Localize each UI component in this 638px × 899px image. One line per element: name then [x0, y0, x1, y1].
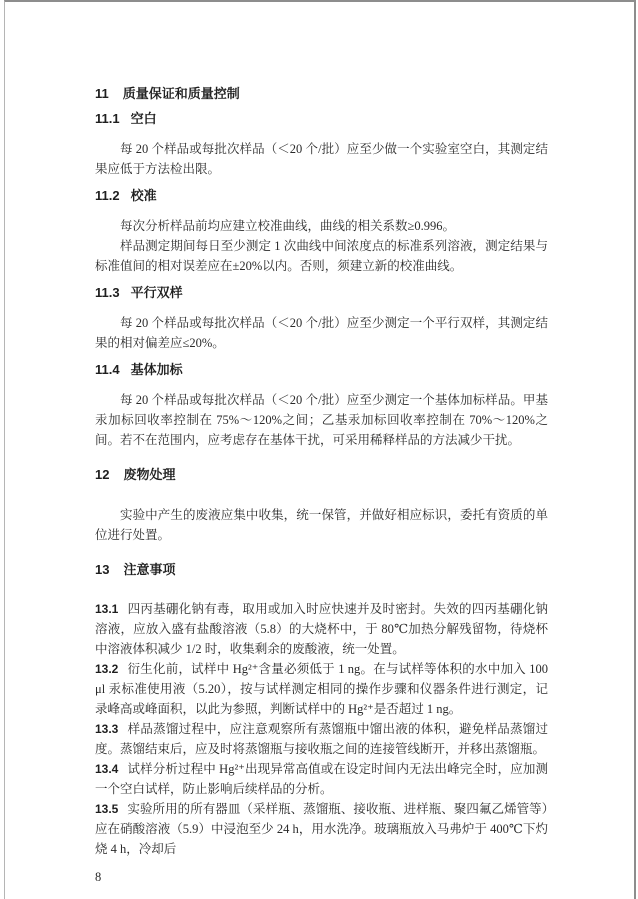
- clause-13-2: [95, 659, 548, 719]
- subsection-heading-11-3: [95, 285, 548, 301]
- clause-number: 13.3: [95, 722, 119, 736]
- subsection-number: 11.4: [95, 362, 120, 377]
- paragraph: 每次分析样品前均应建立校准曲线，曲线的相关系数≥0.996。: [120, 219, 455, 233]
- clause-number: 13.2: [95, 662, 119, 676]
- subsection-heading-11-4: [95, 362, 548, 378]
- subsection-title: 基体加标: [130, 362, 183, 377]
- paragraph: 每 20 个样品或每批次样品（＜20 个/批）应至少测定一个平行双样，其测定结果的相对偏差应≤20%。: [95, 316, 548, 350]
- subsection-title: 校准: [130, 188, 157, 203]
- section-heading-12: [95, 467, 548, 483]
- paragraph: 每 20 个样品或每批次样品（＜20 个/批）应至少测定一个基体加标样品。甲基汞加标回收率控制在 75%～120%之间；乙基汞加标回收率控制在 70%～120%之间。若不在范围内，应考虑存在基体干扰，可采用稀释样品的方法减少干扰。: [95, 393, 548, 447]
- subsection-heading-11-1: [95, 111, 548, 127]
- subsection-title: 平行双样: [130, 285, 183, 300]
- subsection-title: 空白: [130, 111, 157, 126]
- clause-13-3: [95, 719, 548, 759]
- clause-13-4: [95, 759, 548, 799]
- clause-number: 13.4: [95, 762, 119, 776]
- section-number: 13: [95, 562, 110, 577]
- paragraph: 每 20 个样品或每批次样品（＜20 个/批）应至少做一个实验室空白，其测定结果应低于方法检出限。: [95, 142, 548, 176]
- subsection-number: 11.1: [95, 111, 120, 126]
- document-page: [4, 0, 636, 899]
- clause-text: 实验所用的所有器皿（采样瓶、蒸馏瓶、接收瓶、进样瓶、聚四氟乙烯管等）应在硝酸溶液（5.9）中浸泡至少 24 h，用水洗净。玻璃瓶放入马弗炉于 400℃下灼烧 4 h，冷却后: [95, 802, 548, 856]
- clause-text: 四丙基硼化钠有毒，取用或加入时应快速并及时密封。失效的四丙基硼化钠溶液，应放入盛有盐酸溶液（5.8）的大烧杯中，于 80℃加热分解残留物，待烧杯中溶液体积减少 1/2 时，收集剩余的废酸液，统一处置。: [95, 602, 548, 656]
- section-heading-13: [95, 562, 548, 578]
- page-number: 8: [95, 870, 102, 884]
- section-number: 12: [95, 467, 110, 482]
- subsection-number: 11.3: [95, 285, 120, 300]
- section-title: 注意事项: [123, 562, 176, 577]
- clause-number: 13.1: [95, 602, 119, 616]
- section-title: 废物处理: [123, 467, 176, 482]
- clause-text: 衍生化前，试样中 Hg²⁺含量必须低于 1 ng。在与试样等体积的水中加入 100 μl 汞标准使用液（5.20），按与试样测定相同的操作步骤和仪器条件进行测定，记录峰高或峰面积，以此为参照，判断试样中的 Hg²⁺是否超过 1 ng。: [95, 662, 548, 716]
- paragraph: 样品测定期间每日至少测定 1 次曲线中间浓度点的标准系列溶液，测定结果与标准值间的相对误差应在±20%以内。否则，须建立新的校准曲线。: [95, 239, 548, 273]
- section-title: 质量保证和质量控制: [122, 86, 240, 101]
- clause-text: 试样分析过程中 Hg²⁺出现异常高值或在设定时间内无法出峰完全时，应加测一个空白试样，防止影响后续样品的分析。: [95, 762, 548, 796]
- section-heading-11: [95, 86, 548, 102]
- clause-13-5: [95, 799, 548, 859]
- paragraph: 实验中产生的废液应集中收集，统一保管，并做好相应标识，委托有资质的单位进行处置。: [95, 508, 548, 542]
- clause-number: 13.5: [95, 802, 119, 816]
- page-content: [5, 2, 634, 887]
- section-number: 11: [95, 86, 109, 101]
- clause-13-1: [95, 599, 548, 659]
- subsection-heading-11-2: [95, 188, 548, 204]
- subsection-number: 11.2: [95, 188, 120, 203]
- clause-text: 样品蒸馏过程中，应注意观察所有蒸馏瓶中馏出液的体积，避免样品蒸馏过度。蒸馏结束后，应及时将蒸馏瓶与接收瓶之间的连接管线断开，并移出蒸馏瓶。: [95, 722, 548, 756]
